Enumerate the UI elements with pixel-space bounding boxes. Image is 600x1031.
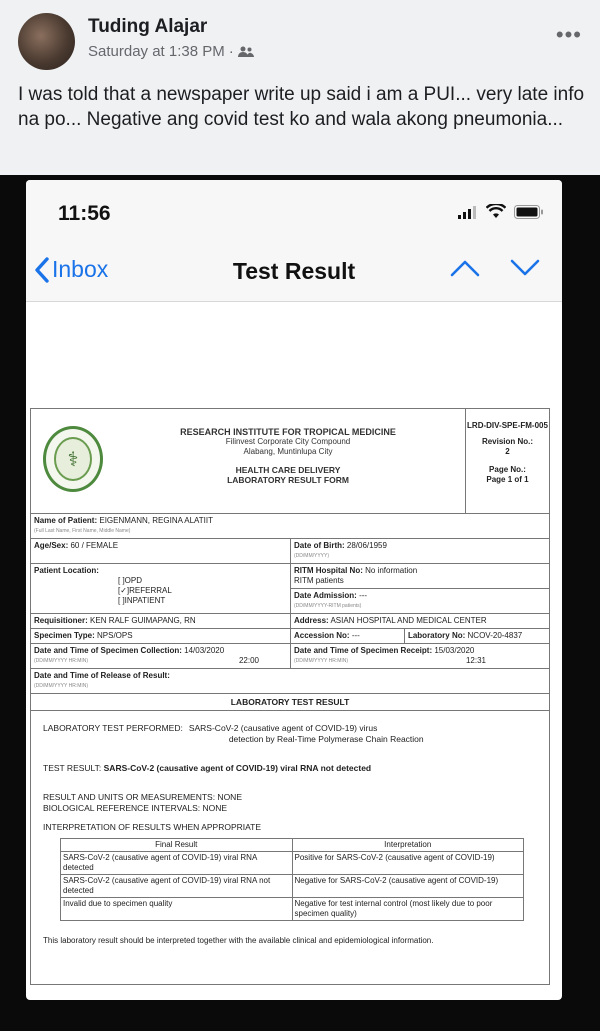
test-result <box>43 763 539 774</box>
specimen-row <box>30 629 550 644</box>
release-sub: (DD/MM/YYYY HR:MIN) <box>34 683 89 689</box>
location-opd: [ ]OPD <box>118 576 143 585</box>
friends-audience-icon <box>238 46 254 58</box>
collection-receipt-row <box>30 644 550 669</box>
table-cell: Negative for SARS-CoV-2 (causative agent of COVID-19) <box>292 875 524 898</box>
admission-sub: (DD/MM/YYYY-RITM patients) <box>294 603 362 609</box>
phone-screenshot <box>26 180 562 1000</box>
status-bar <box>26 180 562 240</box>
revision-value: 2 <box>505 447 510 456</box>
lab-no-value: NCOV-20-4837 <box>467 631 523 640</box>
document-control-block <box>465 409 549 513</box>
requisitioner-value: KEN RALF GUIMAPANG, RN <box>90 616 196 625</box>
table-cell: SARS-CoV-2 (causative agent of COVID-19) viral RNA detected <box>61 852 293 875</box>
lab-result-document <box>30 408 550 985</box>
release-label: Date and Time of Release of Result: <box>34 671 170 680</box>
admission-label: Date Admission: <box>294 591 357 600</box>
patient-name-label: Name of Patient: <box>34 516 98 525</box>
status-icons <box>458 204 544 219</box>
patient-name-sub: (Full Last Name, First Name, Middle Name) <box>34 528 131 534</box>
revision-label: Revision No.: <box>481 437 534 446</box>
accession-value: --- <box>351 631 360 640</box>
table-row <box>61 875 524 898</box>
receipt-label: Date and Time of Specimen Receipt: <box>294 646 433 655</box>
table-row <box>61 898 524 921</box>
patient-name-value: EIGENMANN, REGINA ALATIIT <box>99 516 214 525</box>
battery-icon <box>514 205 544 219</box>
address-value: ASIAN HOSPITAL AND MEDICAL CENTER <box>330 616 487 625</box>
chevron-up-icon[interactable] <box>450 258 480 278</box>
institute-address-1: Filinvest Corporate City Compound <box>225 437 351 446</box>
dob-label: Date of Birth: <box>294 541 345 550</box>
requisitioner-row <box>30 614 550 629</box>
dob-sub: (DD/MM/YYYY) <box>294 553 329 559</box>
receipt-time: 12:31 <box>465 656 486 665</box>
patient-name-row <box>30 514 550 539</box>
document-code: LRD-DIV-SPE-FM-005 <box>467 421 548 430</box>
agesex-value: 60 / FEMALE <box>70 541 119 550</box>
result-body <box>30 711 550 985</box>
institute-address-2: Alabang, Muntinlupa City <box>243 447 333 456</box>
mail-nav-bar <box>26 240 562 302</box>
table-cell: Negative for test internal control (most likely due to poor specimen quality) <box>292 898 524 921</box>
table-header-final-result: Final Result <box>61 839 293 852</box>
lab-no-label: Laboratory No: <box>407 631 466 640</box>
receipt-date: 15/03/2020 <box>434 646 475 655</box>
location-label: Patient Location: <box>34 566 99 575</box>
post-timestamp[interactable]: Saturday at 1:38 PM <box>88 43 225 60</box>
release-row <box>30 669 550 694</box>
hospital-no-sub: RITM patients <box>294 576 344 585</box>
test-result-label: TEST RESULT: <box>43 763 102 773</box>
age-dob-row <box>30 539 550 564</box>
test-performed <box>43 723 539 745</box>
collection-label: Date and Time of Specimen Collection: <box>34 646 182 655</box>
location-referral: [✓]REFERRAL <box>118 586 172 595</box>
test-performed-label: LABORATORY TEST PERFORMED: <box>43 723 183 733</box>
collection-sub: (DD/MM/YYYY HR:MIN) <box>34 658 89 664</box>
page-value: Page 1 of 1 <box>486 475 529 484</box>
document-header <box>30 408 550 514</box>
collection-date: 14/03/2020 <box>184 646 225 655</box>
location-inpatient: [ ]INPATIENT <box>118 596 166 605</box>
post-text: I was told that a newspaper write up said i am a PUI... very late info na po... Negative ang covid test ko and wala akong pneumonia... <box>18 84 585 130</box>
post-meta <box>88 43 254 60</box>
form-title-2: LABORATORY RESULT FORM <box>227 475 349 485</box>
address-label: Address: <box>294 616 329 625</box>
footer-note: This laboratory result should be interpreted together with the available clinical and epidemiological information. <box>43 936 434 945</box>
meta-separator: · <box>228 43 234 60</box>
post-photo[interactable] <box>0 175 600 1031</box>
status-clock: 11:56 <box>58 202 111 225</box>
table-cell: SARS-CoV-2 (causative agent of COVID-19) viral RNA not detected <box>61 875 293 898</box>
admission-value: --- <box>359 591 368 600</box>
page-label: Page No.: <box>489 465 526 474</box>
section-title: LABORATORY TEST RESULT <box>30 694 550 711</box>
reference-line: BIOLOGICAL REFERENCE INTERVALS: NONE <box>43 803 228 813</box>
message-title: Test Result <box>232 258 356 284</box>
requisitioner-label: Requisitioner: <box>34 616 88 625</box>
poster-name[interactable]: Tuding Alajar <box>88 16 208 37</box>
interpretation-heading: INTERPRETATION OF RESULTS WHEN APPROPRIATE <box>43 822 262 832</box>
institute-name: RESEARCH INSTITUTE FOR TROPICAL MEDICINE <box>180 427 396 437</box>
post-header <box>0 0 600 172</box>
test-performed-line-2: detection by Real-Time Polymerase Chain Reaction <box>228 734 424 744</box>
hospital-no-value: No information <box>365 566 418 575</box>
back-label: Inbox <box>52 256 109 282</box>
specimen-label: Specimen Type: <box>34 631 95 640</box>
signal-icon <box>458 205 478 219</box>
form-title-1: HEALTH CARE DELIVERY <box>235 465 341 475</box>
institute-block <box>123 427 453 485</box>
table-cell: Invalid due to specimen quality <box>61 898 293 921</box>
institute-seal-icon: ⚕ <box>43 426 103 492</box>
accession-label: Accession No: <box>294 631 350 640</box>
specimen-value: NPS/OPS <box>97 631 133 640</box>
chevron-down-icon[interactable] <box>510 258 540 278</box>
agesex-label: Age/Sex: <box>34 541 69 550</box>
wifi-icon <box>486 204 506 219</box>
table-cell: Positive for SARS-CoV-2 (causative agent of COVID-19) <box>292 852 524 875</box>
table-row <box>61 852 524 875</box>
more-options-icon[interactable]: ••• <box>555 22 582 47</box>
receipt-sub: (DD/MM/YYYY HR:MIN) <box>294 658 349 664</box>
hospital-no-label: RITM Hospital No: <box>294 566 363 575</box>
collection-time: 22:00 <box>238 656 259 665</box>
table-header-row <box>61 839 524 852</box>
location-row <box>30 564 550 614</box>
avatar[interactable] <box>18 13 75 70</box>
test-result-value: SARS-CoV-2 (causative agent of COVID-19) viral RNA not detected <box>103 763 372 773</box>
table-header-interpretation: Interpretation <box>292 839 524 852</box>
dob-value: 28/06/1959 <box>346 541 387 550</box>
test-performed-line-1: SARS-CoV-2 (causative agent of COVID-19) virus <box>188 723 378 733</box>
interpretation-table <box>60 838 524 921</box>
units-line: RESULT AND UNITS OR MEASUREMENTS: NONE <box>43 792 242 802</box>
message-nav-arrows <box>450 258 540 278</box>
